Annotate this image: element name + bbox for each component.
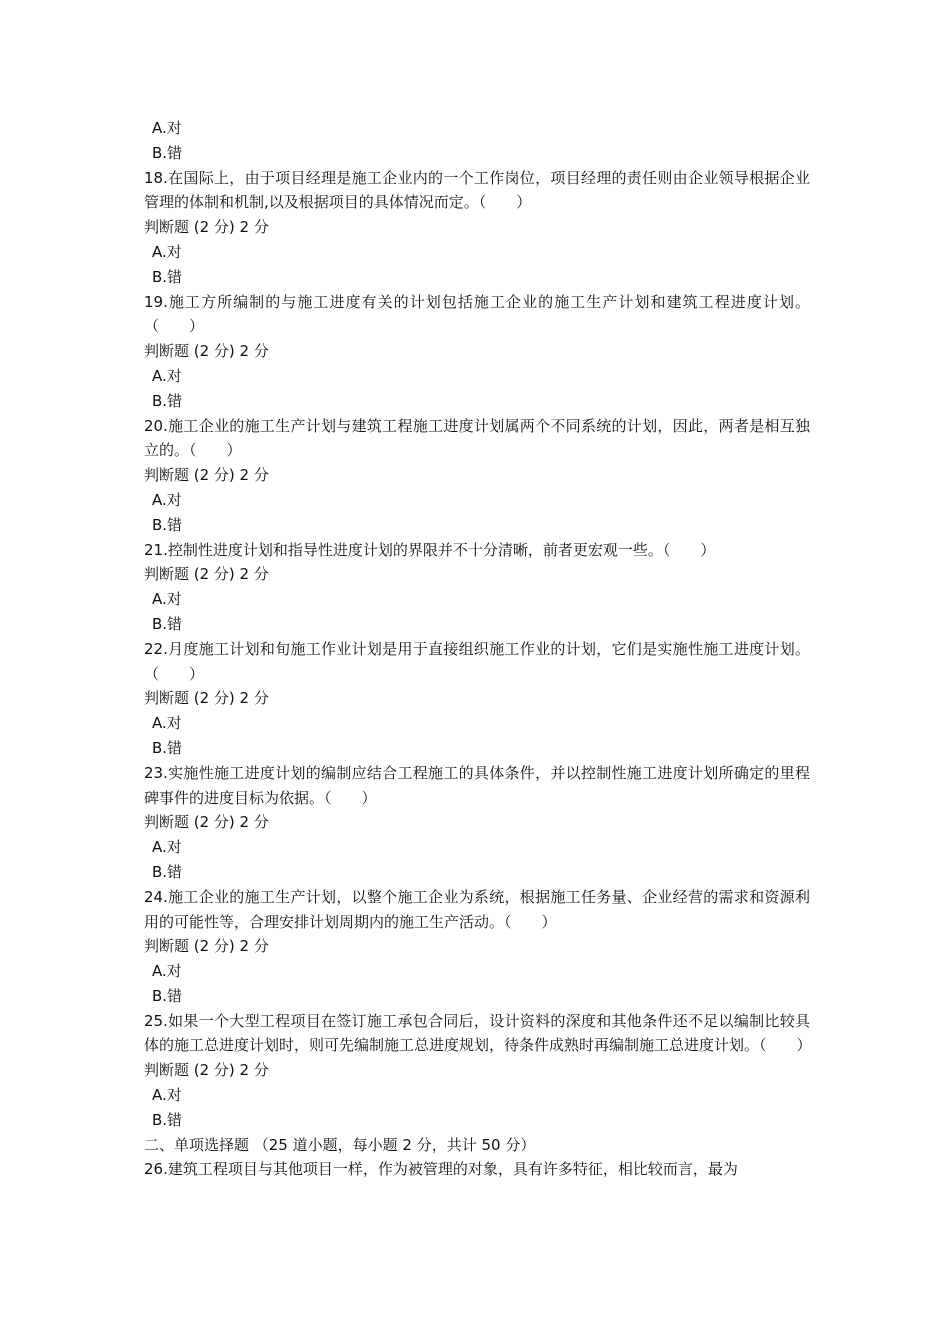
option-b: B.错	[152, 515, 183, 534]
question-21	[144, 538, 810, 637]
question-type: 判断题 (2 分) 2 分	[144, 813, 269, 832]
question-text: 20.施工企业的施工生产计划与建筑工程施工进度计划属两个不同系统的计划，因此，两者是相互独立的。（ ）	[144, 416, 810, 460]
question-23	[144, 761, 810, 885]
question-text: 18.在国际上，由于项目经理是施工企业内的一个工作岗位，项目经理的责任则由企业领导根据企业管理的体制和机制,以及根据项目的具体情况而定。（ ）	[144, 168, 810, 212]
question-20	[144, 414, 810, 538]
option-b: B.错	[152, 986, 183, 1005]
question-24	[144, 885, 810, 1009]
option-a: A.对	[152, 119, 182, 137]
question-text: 25.如果一个大型工程项目在签订施工承包合同后，设计资料的深度和其他条件还不足以编制比较具体的施工总进度计划时，则可先编制施工总进度规划，待条件成熟时再编制施工总进度计划。（ ）	[144, 1011, 812, 1055]
option-a: A.对	[152, 714, 182, 733]
question-type: 判断题 (2 分) 2 分	[144, 937, 269, 956]
exam-content	[144, 116, 810, 1182]
option-b: B.错	[152, 738, 183, 757]
option-b: B.错	[152, 267, 183, 286]
option-b: B.错	[152, 391, 183, 410]
question-type: 判断题 (2 分) 2 分	[144, 565, 269, 584]
question-text: 24.施工企业的施工生产计划，以整个施工企业为系统，根据施工任务量、企业经营的需求和资源利用的可能性等，合理安排计划周期内的施工生产活动。（ ）	[144, 887, 810, 931]
option-a: A.对	[152, 242, 182, 261]
question-type: 判断题 (2 分) 2 分	[144, 689, 269, 708]
question-type: 判断题 (2 分) 2 分	[144, 466, 269, 485]
option-a: A.对	[152, 838, 182, 857]
option-b: B.错	[152, 143, 183, 162]
option-a: A.对	[152, 490, 182, 509]
option-a: A.对	[152, 590, 182, 609]
option-b: B.错	[152, 862, 183, 881]
question-text: 19.施工方所编制的与施工进度有关的计划包括施工企业的施工生产计划和建筑工程进度计划。（ ）	[144, 292, 810, 336]
question-19	[144, 290, 810, 414]
question-type: 判断题 (2 分) 2 分	[144, 342, 269, 361]
question-18	[144, 166, 810, 290]
question-type: 判断题 (2 分) 2 分	[144, 218, 269, 237]
option-b: B.错	[152, 1110, 183, 1129]
question-25	[144, 1009, 810, 1133]
section-title: 二、单项选择题 （25 道小题，每小题 2 分，共计 50 分）	[144, 1135, 536, 1154]
question-text: 23.实施性施工进度计划的编制应结合工程施工的具体条件，并以控制性施工进度计划所确定的里程碑事件的进度目标为依据。（ ）	[144, 763, 810, 807]
question-22	[144, 637, 810, 761]
option-a: A.对	[152, 1086, 182, 1105]
option-a: A.对	[152, 366, 182, 385]
question-26-text: 26.建筑工程项目与其他项目一样，作为被管理的对象，具有许多特征，相比较而言，最为	[144, 1160, 738, 1179]
question-type: 判断题 (2 分) 2 分	[144, 1061, 269, 1080]
option-b: B.错	[152, 614, 183, 633]
question-text: 22.月度施工计划和旬施工作业计划是用于直接组织施工作业的计划，它们是实施性施工进度计划。（ ）	[144, 639, 810, 683]
question-text: 21.控制性进度计划和指导性进度计划的界限并不十分清晰，前者更宏观一些。（ ）	[144, 540, 716, 559]
option-a: A.对	[152, 962, 182, 981]
